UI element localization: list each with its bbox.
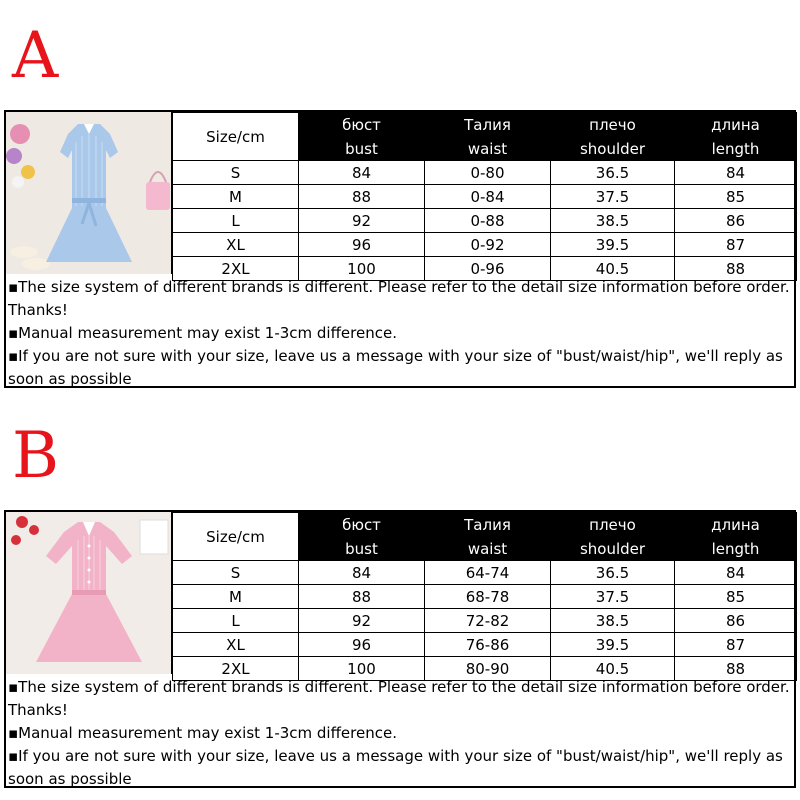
size-cell: M (173, 585, 299, 609)
shoulder-header-ru: плечо (551, 113, 675, 137)
bust-cell: 88 (299, 585, 425, 609)
bust-cell: 84 (299, 561, 425, 585)
size-cell: 2XL (173, 657, 299, 681)
size-column-header: Size/cm (173, 513, 299, 561)
bust-cell: 88 (299, 185, 425, 209)
size-cell: S (173, 561, 299, 585)
size-cell: XL (173, 633, 299, 657)
note-measurement: ▪Manual measurement may exist 1-3cm difference. (8, 324, 397, 342)
waist-cell: 0-88 (425, 209, 551, 233)
note-brand-sizes: ▪The size system of different brands is different. Please refer to the detail size information before order. Thanks! (8, 278, 790, 319)
section-letter: A (12, 19, 59, 93)
length-cell: 84 (675, 161, 797, 185)
length-cell: 87 (675, 233, 797, 257)
length-header-en: length (675, 537, 797, 561)
length-cell: 85 (675, 585, 797, 609)
bust-header-en: bust (299, 137, 425, 161)
length-cell: 88 (675, 257, 797, 281)
note-brand-sizes: ▪The size system of different brands is different. Please refer to the detail size information before order. Thanks! (8, 678, 790, 719)
waist-cell: 0-96 (425, 257, 551, 281)
shoulder-cell: 39.5 (551, 633, 675, 657)
waist-cell: 72-82 (425, 609, 551, 633)
section-letter: B (12, 419, 60, 493)
length-header-ru: длина (675, 513, 797, 537)
waist-cell: 64-74 (425, 561, 551, 585)
shoulder-cell: 39.5 (551, 233, 675, 257)
shoulder-cell: 37.5 (551, 185, 675, 209)
bust-cell: 96 (299, 233, 425, 257)
shoulder-cell: 40.5 (551, 657, 675, 681)
bust-cell: 100 (299, 657, 425, 681)
waist-header-ru: Талия (425, 513, 551, 537)
size-cell: M (173, 185, 299, 209)
table-row (173, 633, 797, 657)
shoulder-cell: 40.5 (551, 257, 675, 281)
table-row (173, 161, 797, 185)
size-table (172, 112, 797, 281)
size-column-header: Size/cm (173, 113, 299, 161)
size-table (172, 512, 797, 681)
waist-cell: 0-92 (425, 233, 551, 257)
length-cell: 88 (675, 657, 797, 681)
note-measurement: ▪Manual measurement may exist 1-3cm difference. (8, 724, 397, 742)
shoulder-cell: 37.5 (551, 585, 675, 609)
size-notes (6, 274, 794, 391)
size-cell: L (173, 609, 299, 633)
bust-cell: 92 (299, 609, 425, 633)
length-cell: 84 (675, 561, 797, 585)
bust-header-ru: бюст (299, 113, 425, 137)
note-contact: ▪If you are not sure with your size, leave us a message with your size of "bust/waist/hip", we'll reply as soon as possible (8, 347, 783, 388)
waist-cell: 0-84 (425, 185, 551, 209)
bust-cell: 96 (299, 633, 425, 657)
length-cell: 85 (675, 185, 797, 209)
bust-cell: 84 (299, 161, 425, 185)
shoulder-header-ru: плечо (551, 513, 675, 537)
shoulder-cell: 38.5 (551, 609, 675, 633)
table-row (173, 233, 797, 257)
size-cell: S (173, 161, 299, 185)
product-photo (6, 112, 172, 274)
bust-cell: 100 (299, 257, 425, 281)
bust-header-ru: бюст (299, 513, 425, 537)
size-chart-panel (4, 510, 796, 788)
table-row (173, 185, 797, 209)
size-cell: L (173, 209, 299, 233)
shoulder-cell: 38.5 (551, 209, 675, 233)
waist-cell: 0-80 (425, 161, 551, 185)
size-chart-panel (4, 110, 796, 388)
length-cell: 87 (675, 633, 797, 657)
product-photo (6, 512, 172, 674)
shoulder-header-en: shoulder (551, 137, 675, 161)
waist-cell: 76-86 (425, 633, 551, 657)
length-header-en: length (675, 137, 797, 161)
waist-cell: 80-90 (425, 657, 551, 681)
size-notes (6, 674, 794, 791)
size-cell: 2XL (173, 257, 299, 281)
waist-header-ru: Талия (425, 113, 551, 137)
waist-header-en: waist (425, 137, 551, 161)
table-row (173, 561, 797, 585)
length-header-ru: длина (675, 113, 797, 137)
table-row (173, 585, 797, 609)
shoulder-cell: 36.5 (551, 161, 675, 185)
table-row (173, 209, 797, 233)
bust-cell: 92 (299, 209, 425, 233)
waist-cell: 68-78 (425, 585, 551, 609)
size-cell: XL (173, 233, 299, 257)
shoulder-header-en: shoulder (551, 537, 675, 561)
table-row (173, 609, 797, 633)
bust-header-en: bust (299, 537, 425, 561)
length-cell: 86 (675, 209, 797, 233)
length-cell: 86 (675, 609, 797, 633)
waist-header-en: waist (425, 537, 551, 561)
note-contact: ▪If you are not sure with your size, leave us a message with your size of "bust/waist/hip", we'll reply as soon as possible (8, 747, 783, 788)
shoulder-cell: 36.5 (551, 561, 675, 585)
